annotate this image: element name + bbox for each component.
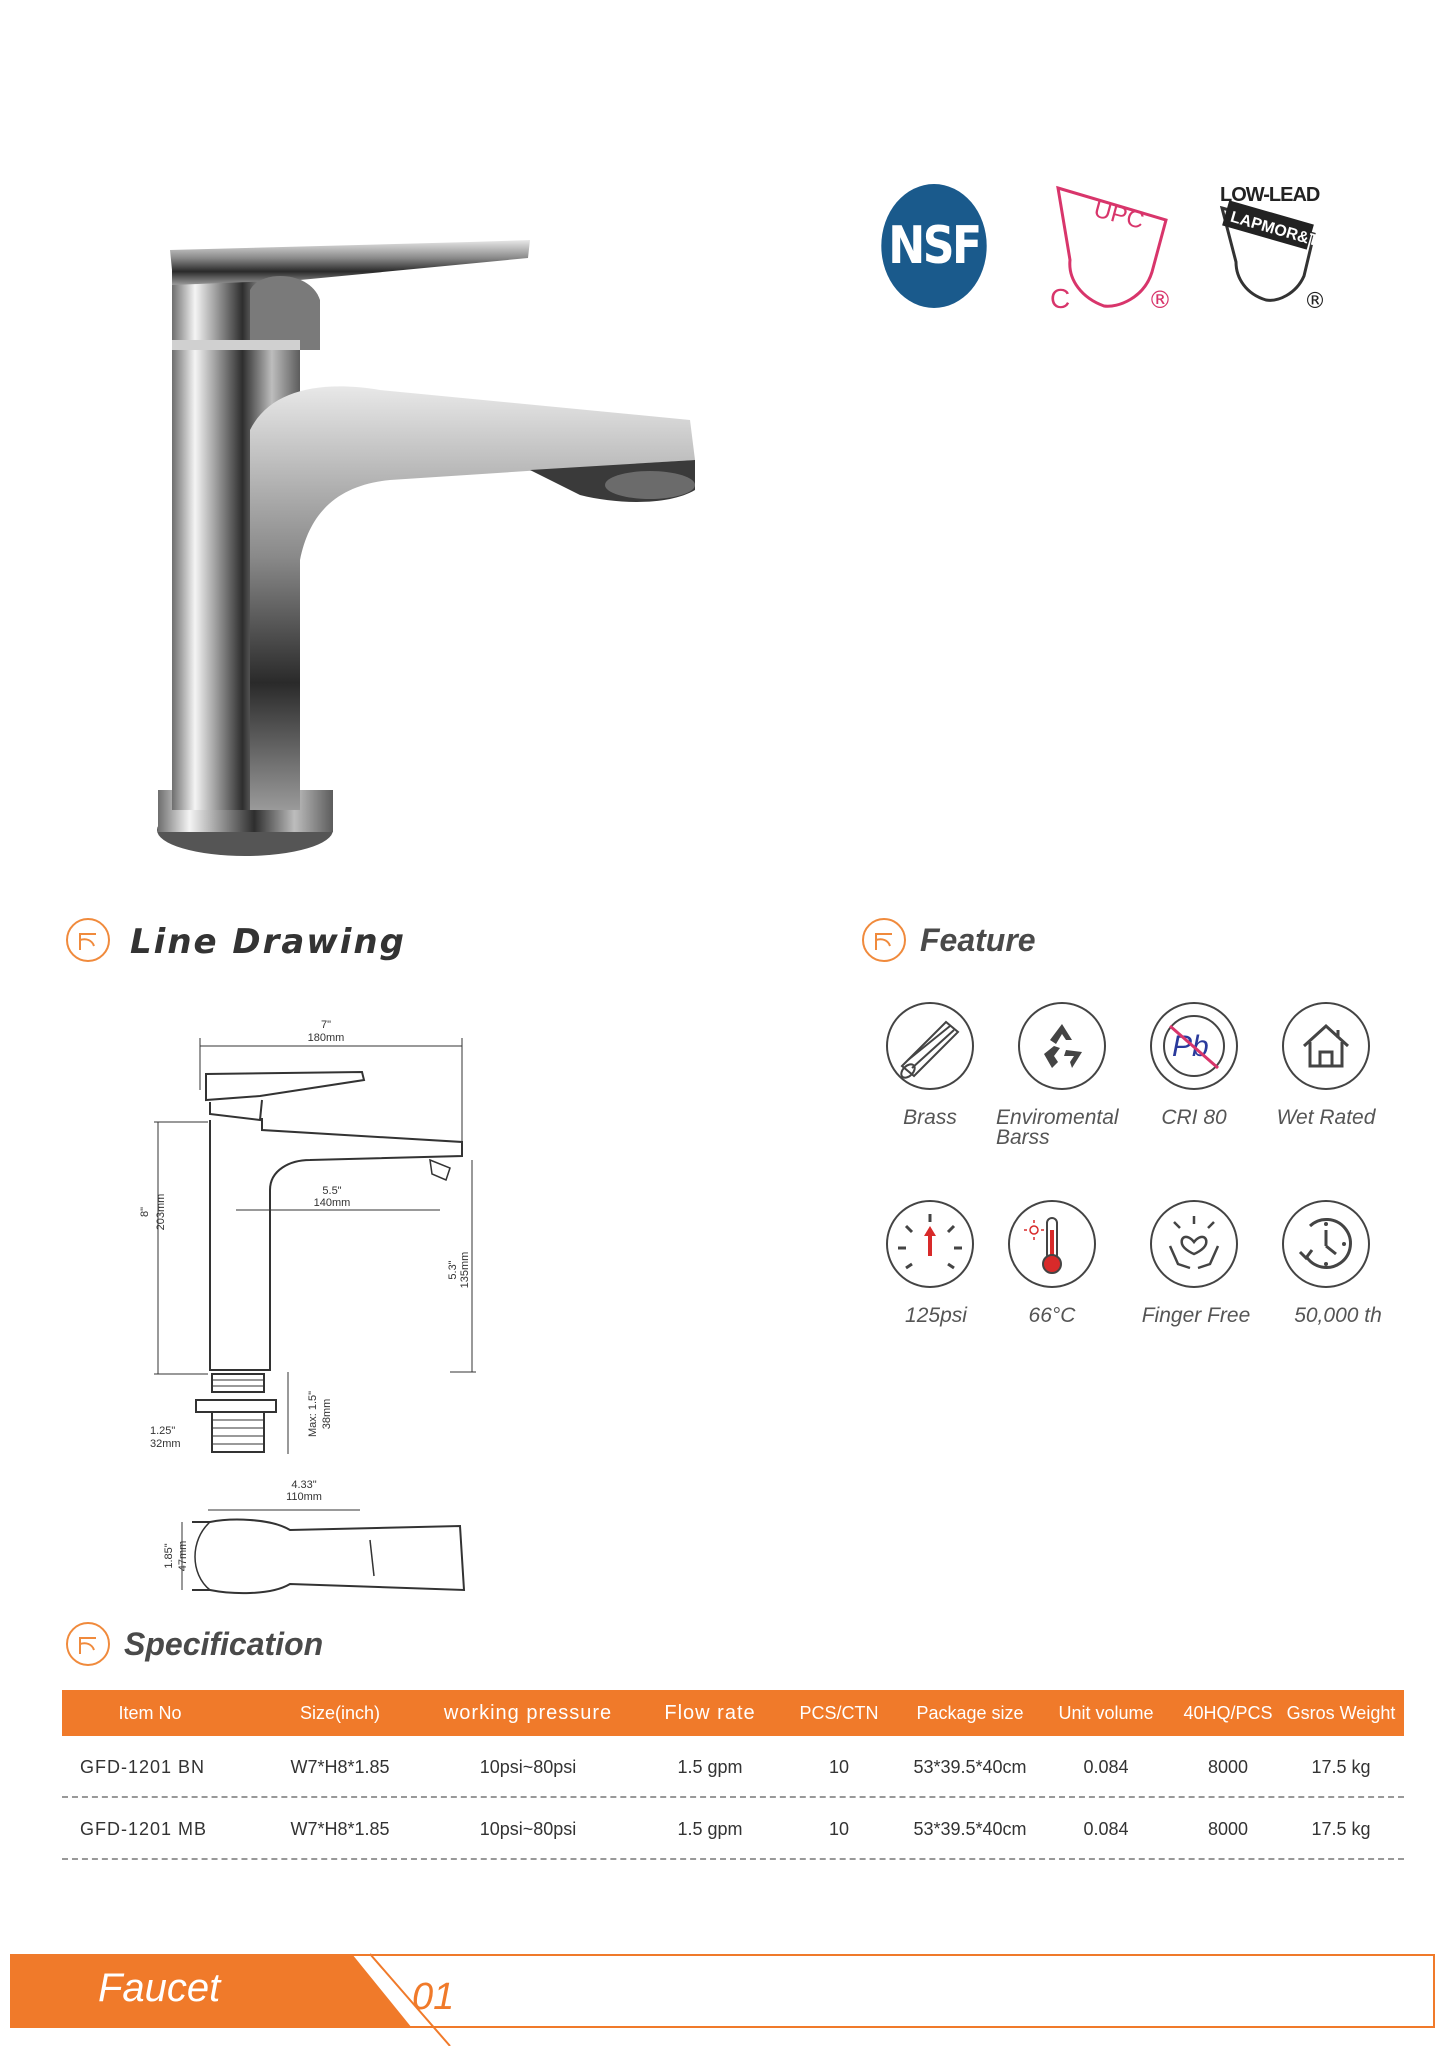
dim-height-in: 8"	[139, 1206, 151, 1218]
cell-flow-rate: 1.5 gpm	[677, 1757, 743, 1777]
feature-section-icon	[862, 918, 906, 962]
feature-label-cri: CRI 80	[1161, 1106, 1227, 1129]
cell-package-size: 53*39.5*40cm	[913, 1819, 1027, 1839]
nsf-logo	[881, 184, 986, 308]
dim-spout-in: 5.3"	[447, 1260, 459, 1280]
dim-deck-mm: 38mm	[321, 1398, 333, 1430]
dim-handle-in: 4.33"	[291, 1479, 317, 1491]
cell-gross-weight: 17.5 kg	[1311, 1819, 1371, 1839]
col-unit-volume: Unit volume	[1058, 1703, 1154, 1723]
dim-reach-mm: 140mm	[313, 1197, 351, 1209]
faucet-outline-icon	[68, 1624, 108, 1664]
cell-package-size: 53*39.5*40cm	[913, 1757, 1027, 1777]
col-size: Size(inch)	[299, 1703, 381, 1723]
cell-unit-volume: 0.084	[1083, 1819, 1129, 1839]
table-row	[62, 1736, 1404, 1798]
page-number: 01	[412, 1976, 455, 2018]
cell-gross-weight: 17.5 kg	[1311, 1757, 1371, 1777]
recycle-icon	[1018, 1002, 1106, 1090]
cell-unit-volume: 0.084	[1083, 1757, 1129, 1777]
feature-label-66c: 66°C	[1028, 1304, 1076, 1327]
feature-label-125psi: 125psi	[905, 1304, 967, 1327]
cell-40hq: 8000	[1207, 1819, 1249, 1839]
upc-registered: ®	[1148, 286, 1172, 314]
col-gross-weight: Gsros Weight	[1286, 1703, 1396, 1723]
dim-spout-mm: 135mm	[459, 1251, 471, 1289]
col-item-no: Item No	[118, 1703, 182, 1723]
clock-cycle-icon	[1282, 1200, 1370, 1288]
dim-width-mm: 180mm	[307, 1032, 345, 1044]
footer-title: Faucet	[98, 1966, 221, 2010]
cell-40hq: 8000	[1207, 1757, 1249, 1777]
feature-label-50000: 50,000 th	[1294, 1304, 1382, 1327]
col-pcs-ctn: PCS/CTN	[799, 1703, 879, 1723]
nsf-text: NSF	[888, 216, 980, 276]
feature-label-environmental: Enviromental Barss	[996, 1106, 1119, 1149]
cell-pressure: 10psi~80psi	[479, 1757, 577, 1777]
pb-text: Pb	[1172, 1030, 1209, 1063]
col-flow-rate: Flow rate	[664, 1702, 756, 1724]
specification-section-icon	[66, 1622, 110, 1666]
col-40hq: 40HQ/PCS	[1183, 1703, 1273, 1723]
cell-size: W7*H8*1.85	[290, 1819, 390, 1839]
thermometer-icon	[1008, 1200, 1096, 1288]
upc-logo	[1048, 180, 1178, 315]
feature-label-wet-rated: Wet Rated	[1276, 1106, 1376, 1129]
feature-title: Feature	[920, 922, 1036, 958]
spec-table-header	[62, 1690, 1404, 1736]
brass-bar-icon	[886, 1002, 974, 1090]
cell-pcs-ctn: 10	[828, 1819, 850, 1839]
dim-base-mm: 47mm	[177, 1540, 189, 1572]
faucet-photo	[150, 230, 710, 870]
no-lead-icon	[1150, 1002, 1238, 1090]
cell-pressure: 10psi~80psi	[479, 1819, 577, 1839]
low-lead-band: LAPMOR&T	[1228, 208, 1321, 251]
table-row	[62, 1798, 1404, 1860]
low-lead-logo	[1218, 182, 1328, 312]
specification-title: Specification	[124, 1626, 324, 1662]
dim-base-in: 1.85"	[163, 1543, 175, 1569]
col-package-size: Package size	[916, 1703, 1024, 1723]
pressure-gauge-icon	[886, 1200, 974, 1288]
faucet-outline-icon	[864, 920, 904, 960]
upc-c: C	[1050, 283, 1071, 314]
cell-flow-rate: 1.5 gpm	[677, 1819, 743, 1839]
dim-shank-mm: 32mm	[150, 1438, 181, 1450]
dim-height-mm: 203mm	[155, 1193, 167, 1231]
dim-handle-mm: 110mm	[286, 1491, 322, 1503]
line-drawing-title: Line Drawing	[130, 922, 406, 962]
dim-shank-in: 1.25"	[150, 1425, 176, 1437]
faucet-outline-icon	[68, 920, 108, 960]
feature-label-finger-free: Finger Free	[1141, 1304, 1251, 1327]
upc-letters: UPC	[1090, 195, 1147, 235]
heart-hands-icon	[1150, 1200, 1238, 1288]
cell-item-no: GFD-1201 MB	[80, 1819, 208, 1839]
cell-item-no: GFD-1201 BN	[80, 1757, 206, 1777]
cell-pcs-ctn: 10	[828, 1757, 850, 1777]
dim-reach-in: 5.5"	[322, 1185, 342, 1197]
line-drawing-diagram	[139, 1010, 490, 1600]
house-icon	[1282, 1002, 1370, 1090]
low-lead-title: LOW-LEAD	[1220, 184, 1320, 206]
low-lead-registered: ®	[1304, 289, 1326, 314]
dim-deck-in: Max: 1.5"	[307, 1390, 319, 1438]
col-working-pressure: working pressure	[443, 1702, 613, 1724]
line-drawing-section-icon	[66, 918, 110, 962]
feature-label-brass: Brass	[903, 1106, 957, 1129]
cell-size: W7*H8*1.85	[290, 1757, 390, 1777]
dim-width-in: 7"	[320, 1019, 332, 1031]
